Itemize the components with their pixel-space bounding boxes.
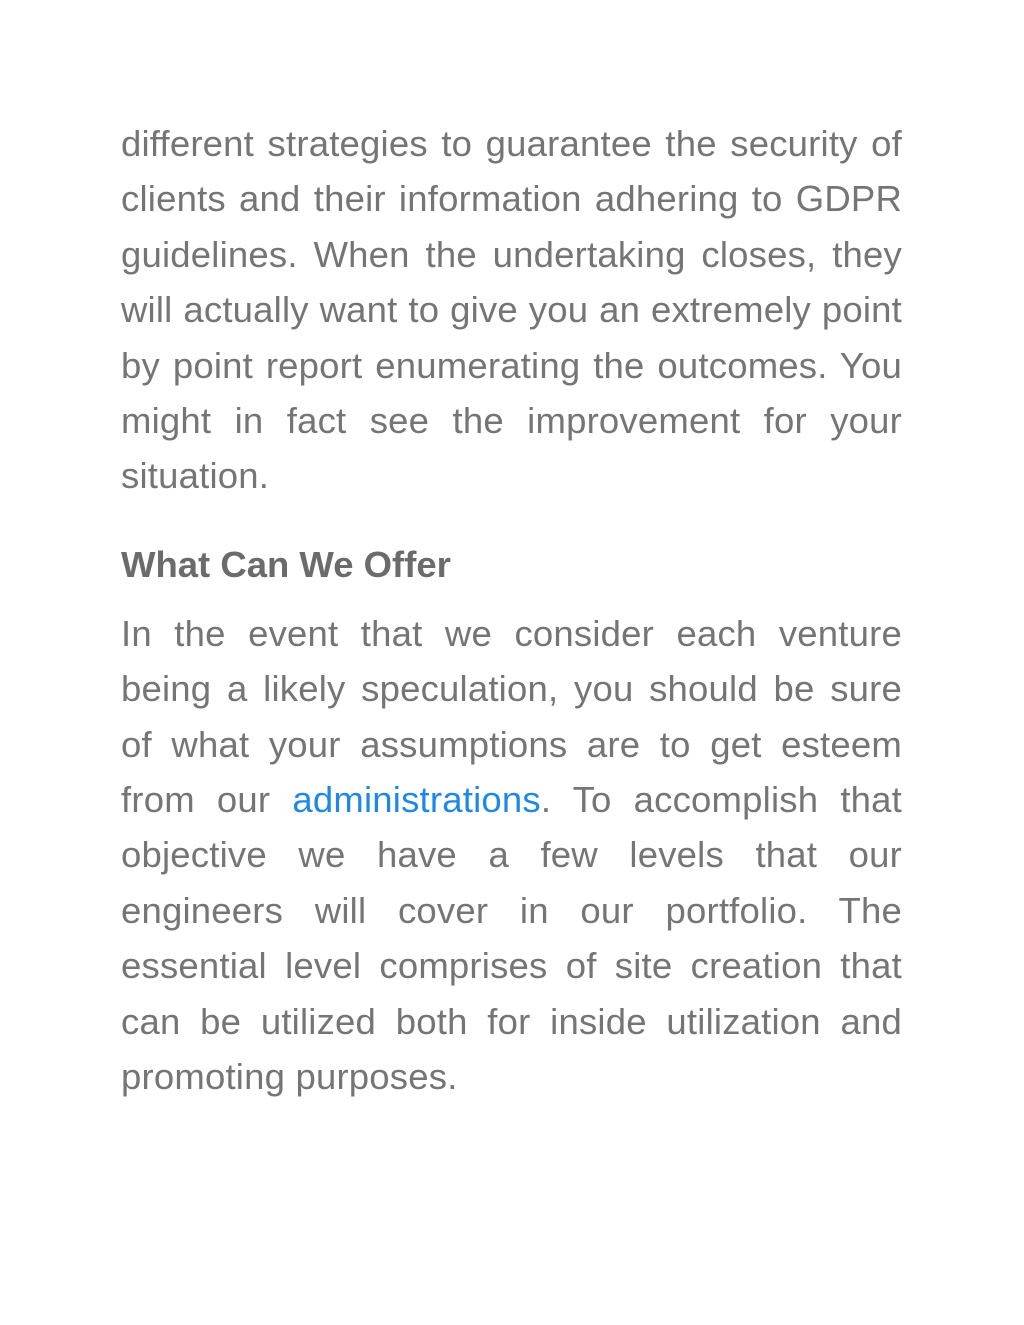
offer-paragraph-text-start: In the event that we consider each venture being a likely speculation, you should be sure of what your assumptions are to get esteem from our [121, 612, 902, 821]
document-page [121, 116, 902, 1105]
administrations-link[interactable]: administrations [292, 779, 541, 821]
intro-paragraph: different strategies to guarantee the security of clients and their information adhering to GDPR guidelines. When the undertaking closes, they will actually want to give you an extremely point by point report enumerating the outcomes. You might in fact see the improvement for your situation. [121, 123, 902, 497]
offer-paragraph-text-end: . To accomplish that objective we have a few levels that our engineers will cover in our portfolio. The essential level comprises of site creation that can be utilized both for inside utilization and promoting purposes. [121, 779, 903, 1098]
offer-paragraph [121, 606, 902, 1105]
section-heading: What Can We Offer [121, 543, 451, 585]
